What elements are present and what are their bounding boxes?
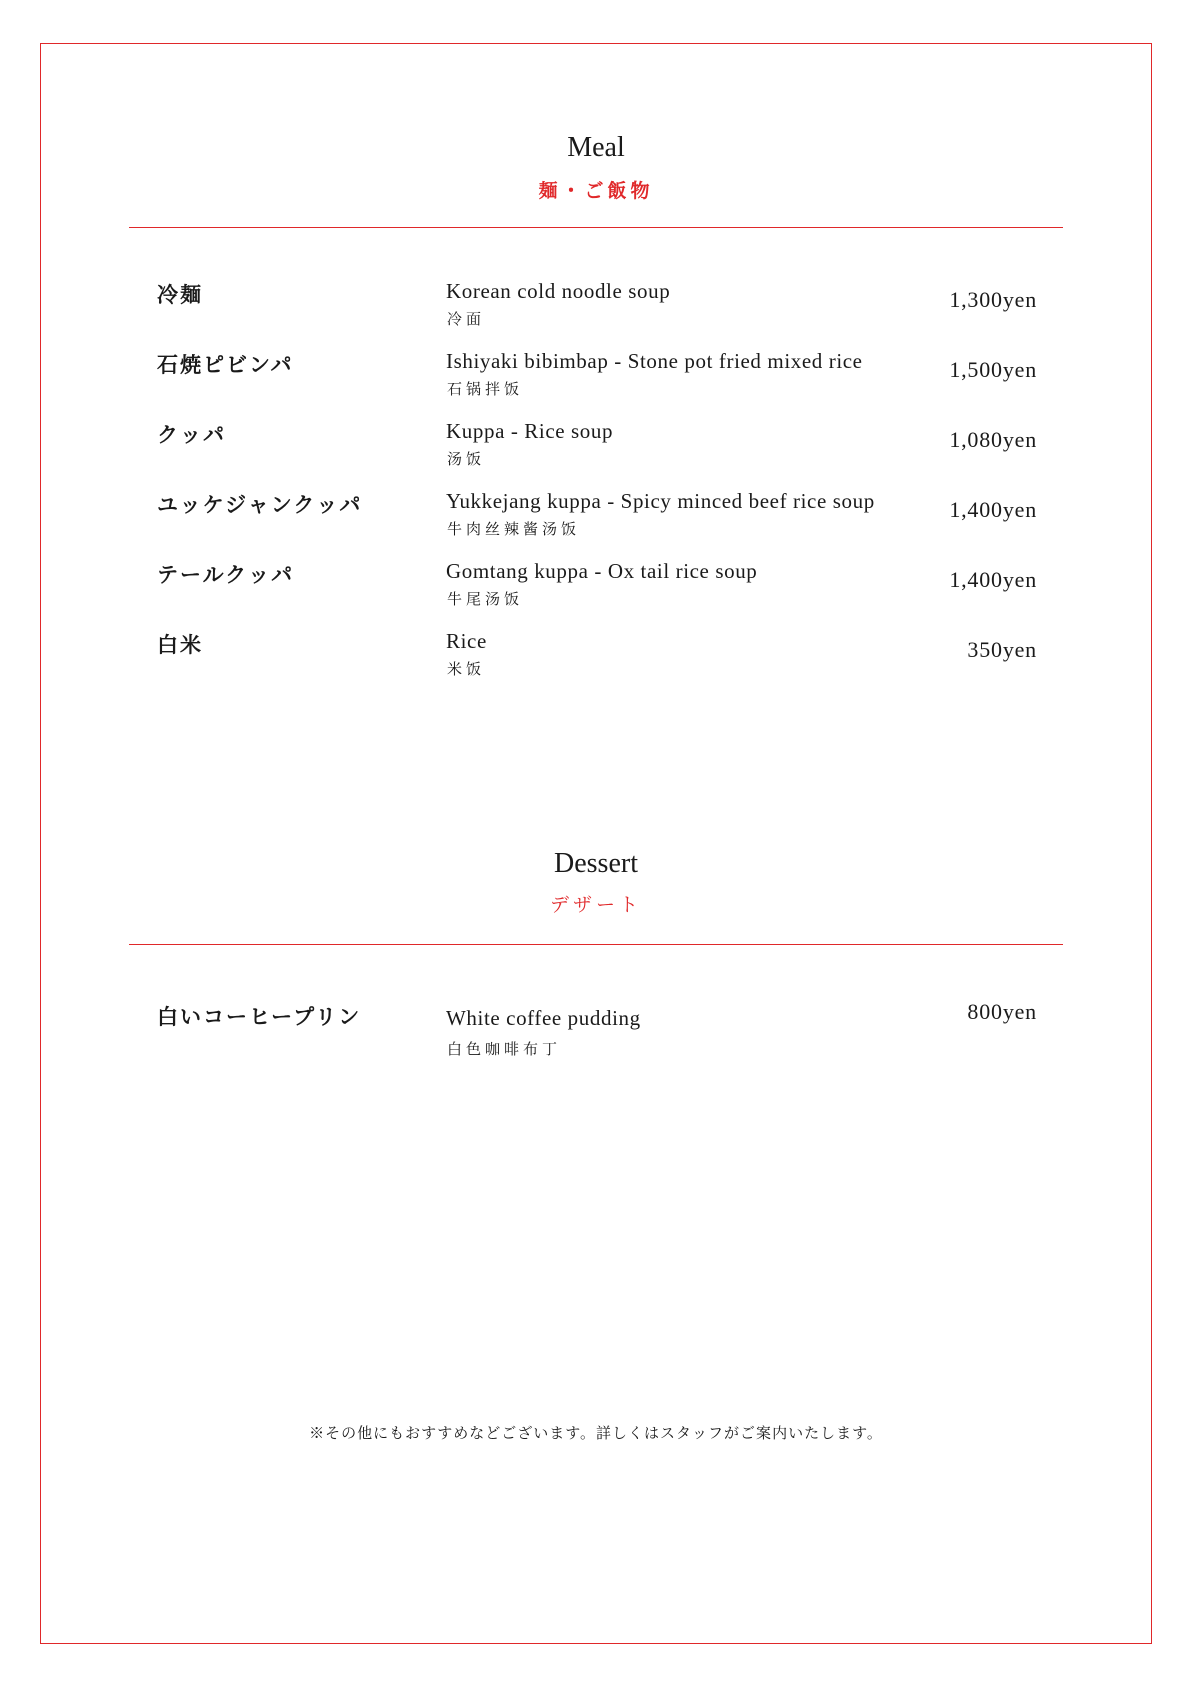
item-chinese-name: 米饭 xyxy=(447,660,486,678)
item-japanese-name: 冷麺 xyxy=(157,282,203,307)
item-japanese-name: 白いコーヒープリン xyxy=(157,1004,362,1029)
item-price: 1,080yen xyxy=(949,427,1037,452)
item-english-name: Rice xyxy=(446,629,487,653)
item-japanese-name: クッパ xyxy=(157,422,226,447)
item-english-name: Gomtang kuppa - Ox tail rice soup xyxy=(446,559,758,583)
footer-note: ※その他にもおすすめなどございます。詳しくはスタッフがご案内いたします。 xyxy=(309,1424,883,1442)
menu-item xyxy=(0,349,1192,413)
item-english-name: Yukkejang kuppa - Spicy minced beef rice soup xyxy=(446,489,875,513)
item-chinese-name: 石锅拌饭 xyxy=(447,380,524,398)
meal-divider xyxy=(129,227,1063,228)
menu-item xyxy=(0,489,1192,553)
menu-item xyxy=(0,419,1192,483)
item-chinese-name: 牛尾汤饭 xyxy=(447,590,524,608)
item-english-name: Ishiyaki bibimbap - Stone pot fried mixed rice xyxy=(446,349,863,373)
item-chinese-name: 白色咖啡布丁 xyxy=(447,1040,562,1058)
item-price: 1,400yen xyxy=(949,567,1037,592)
meal-section-title: Meal xyxy=(567,132,625,163)
meal-section-subtitle: 麺・ご飯物 xyxy=(538,180,654,202)
item-japanese-name: 石焼ピビンパ xyxy=(157,352,294,377)
item-english-name: White coffee pudding xyxy=(446,1006,641,1030)
item-price: 1,500yen xyxy=(949,357,1037,382)
dessert-section-subtitle: デザート xyxy=(549,894,642,916)
item-english-name: Kuppa - Rice soup xyxy=(446,419,614,443)
item-chinese-name: 冷面 xyxy=(447,310,486,328)
item-japanese-name: ユッケジャンクッパ xyxy=(157,492,363,517)
item-japanese-name: テールクッパ xyxy=(157,562,295,587)
item-chinese-name: 汤饭 xyxy=(447,450,486,468)
item-price: 1,400yen xyxy=(949,497,1037,522)
menu-item xyxy=(0,559,1192,623)
dessert-divider xyxy=(129,944,1063,945)
menu-item xyxy=(0,1001,1192,1065)
item-english-name: Korean cold noodle soup xyxy=(446,279,671,303)
item-chinese-name: 牛肉丝辣酱汤饭 xyxy=(447,520,581,538)
item-price: 800yen xyxy=(967,999,1037,1024)
item-price: 1,300yen xyxy=(949,287,1037,312)
dessert-section-title: Dessert xyxy=(554,848,638,879)
item-japanese-name: 白米 xyxy=(157,632,203,657)
item-price: 350yen xyxy=(967,637,1037,662)
menu-item xyxy=(0,629,1192,693)
menu-item xyxy=(0,279,1192,343)
